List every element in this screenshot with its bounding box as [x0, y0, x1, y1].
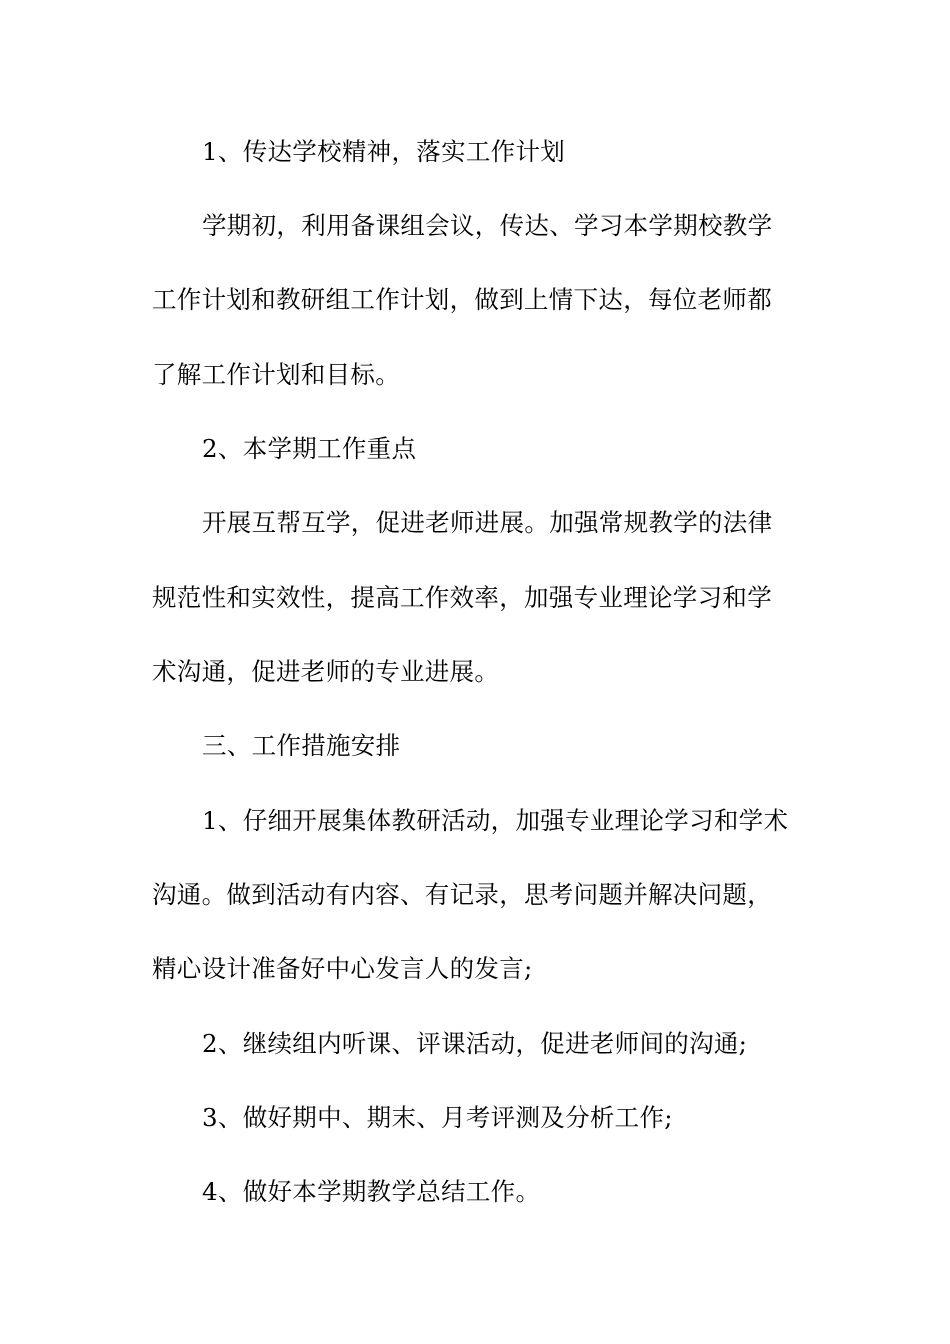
paragraph-line: 精心设计准备好中心发言人的发言; [152, 954, 533, 983]
paragraph-line: 沟通。做到活动有内容、有记录，思考问题并解决问题， [152, 880, 772, 909]
paragraph-line: 规范性和实效性，提高工作效率，加强专业理论学习和学 [152, 583, 772, 612]
paragraph-line: 1、仔细开展集体教研活动，加强专业理论学习和学术 [202, 806, 789, 835]
section-heading-1: 1、传达学校精神，落实工作计划 [202, 137, 566, 166]
paragraph-line: 开展互帮互学，促进老师进展。加强常规教学的法律 [202, 508, 773, 537]
paragraph-line: 了解工作计划和目标。 [152, 360, 400, 389]
paragraph-line: 学期初，利用备课组会议，传达、学习本学期校教学 [202, 211, 773, 240]
list-item: 4、做好本学期教学总结工作。 [202, 1177, 541, 1206]
paragraph-line: 工作计划和教研组工作计划，做到上情下达，每位老师都 [152, 285, 772, 314]
section-heading-2: 2、本学期工作重点 [202, 434, 417, 463]
list-item: 3、做好期中、期末、月考评测及分析工作; [202, 1103, 673, 1132]
section-heading-3: 三、工作措施安排 [202, 731, 401, 760]
list-item: 2、继续组内听课、评课活动，促进老师间的沟通; [202, 1029, 748, 1058]
paragraph-line: 术沟通，促进老师的专业进展。 [152, 657, 500, 686]
